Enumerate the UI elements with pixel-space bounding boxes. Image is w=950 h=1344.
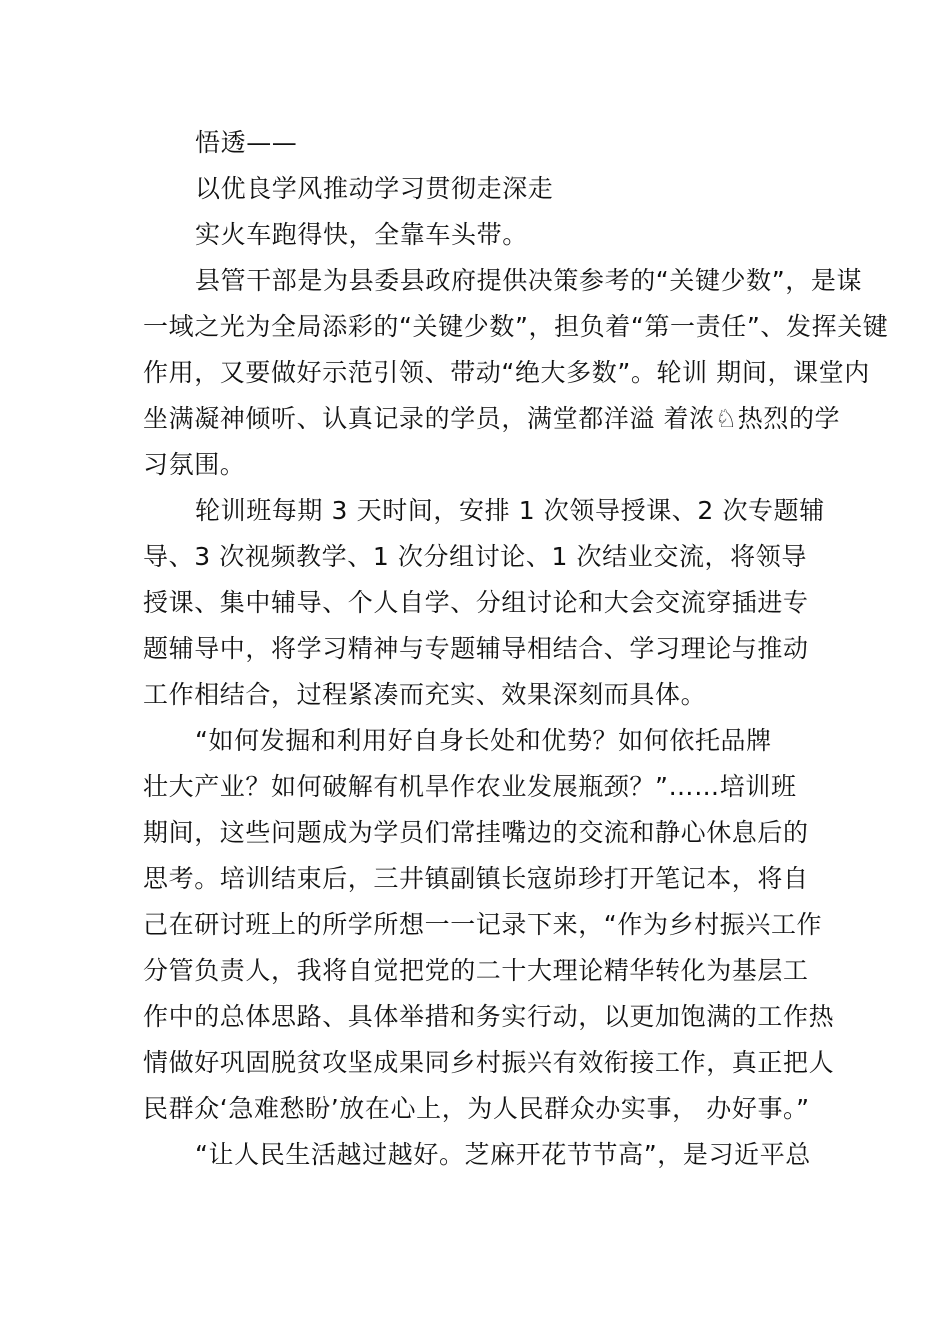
text-line: 坐满凝神倾听、认真记录的学员，满堂都洋溢 着浓♘热烈的学 xyxy=(143,404,841,433)
text-line: 工作相结合，过程紧凑而充实、效果深刻而具体。 xyxy=(143,680,707,709)
text-line: 期间，这些问题成为学员们常挂嘴边的交流和静心休息后的 xyxy=(143,818,809,847)
text-line: 己在研讨班上的所学所想一一记录下来，“作为乡村振兴工作 xyxy=(143,910,823,939)
text-line: 作用，又要做好示范引领、带动“绝大多数”。轮训 期间，课堂内 xyxy=(143,358,870,387)
text-line: 县管干部是为县委县政府提供决策参考的“关键少数”，是谋 xyxy=(195,266,863,295)
text-line: 思考。培训结束后，三井镇副镇长寇峁珍打开笔记本，将自 xyxy=(143,864,809,893)
text-line: 悟透—— xyxy=(195,128,298,157)
text-line: 壮大产业？如何破解有机旱作农业发展瓶颈？”……培训班 xyxy=(143,772,797,801)
text-line: 题辅导中，将学习精神与专题辅导相结合、学习理论与推动 xyxy=(143,634,809,663)
text-line: 作中的总体思路、具体举措和务实行动，以更加饱满的工作热 xyxy=(143,1002,835,1031)
text-line: 以优良学风推动学习贯彻走深走 xyxy=(195,174,554,203)
text-line: 导、3 次视频教学、1 次分组讨论、1 次结业交流，将领导 xyxy=(143,542,807,571)
text-line: 习氛围。 xyxy=(143,450,246,479)
text-line: 轮训班每期 3 天时间，安排 1 次领导授课、2 次专题辅 xyxy=(195,496,825,525)
text-line: 情做好巩固脱贫攻坚成果同乡村振兴有效衔接工作，真正把人 xyxy=(143,1048,835,1077)
text-line: 实火车跑得快，全靠车头带。 xyxy=(195,220,528,249)
text-line: “让人民生活越过越好。芝麻开花节节高”，是习近平总 xyxy=(195,1140,811,1169)
text-line: 民群众‘急难愁盼’放在心上，为人民群众办实事， 办好事。” xyxy=(143,1094,810,1123)
text-line: 分管负责人，我将自觉把党的二十大理论精华转化为基层工 xyxy=(143,956,809,985)
text-line: 一域之光为全局添彩的“关键少数”，担负着“第一责任”、发挥关键 xyxy=(143,312,889,341)
text-line: “如何发掘和利用好自身长处和优势？如何依托品牌 xyxy=(195,726,772,755)
text-line: 授课、集中辅导、个人自学、分组讨论和大会交流穿插进专 xyxy=(143,588,809,617)
